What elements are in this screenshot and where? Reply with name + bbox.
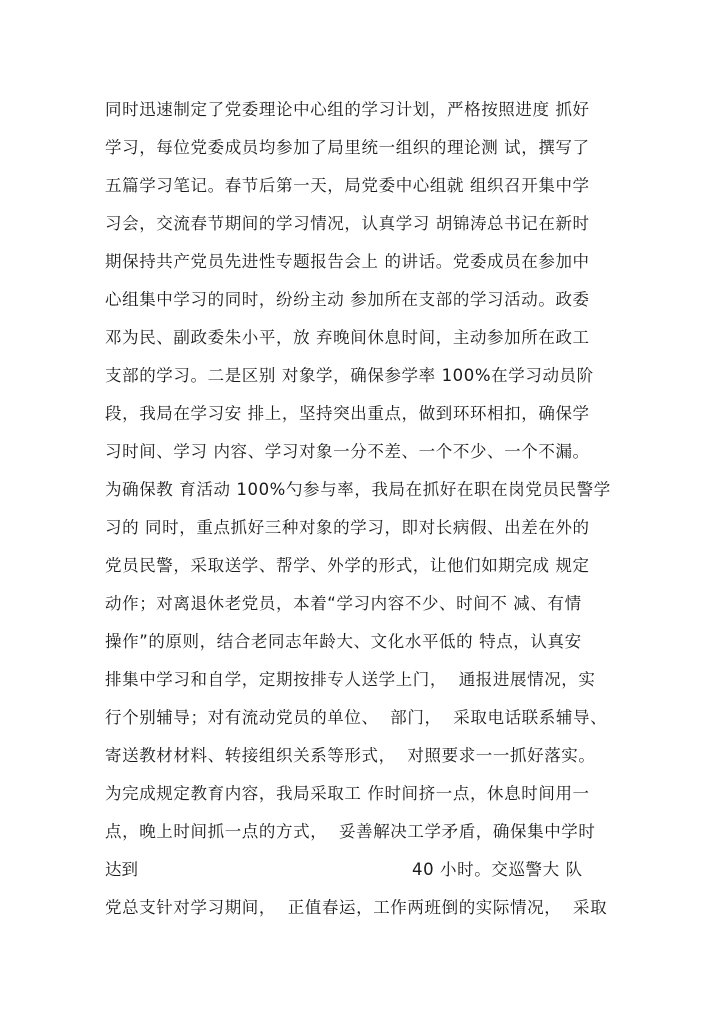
text-line: 学习，每位党委成员均参加了局里统一组织的理论测 试，撰写了 [105, 138, 590, 157]
text-line: 党员民警，采取送学、帮学、外学的形式，让他们如期完成 规定 [105, 556, 590, 575]
text-line: 支部的学习。二是区别 对象学，确保参学率 100%在学习动员阶 [105, 366, 594, 385]
text-line: 习会，交流春节期间的学习情况，认真学习 胡锦涛总书记在新时 [105, 214, 590, 233]
text-line: 习时间、学习 内容、学习对象一分不差、一个不少、一个不漏。 [105, 442, 590, 461]
text-line: 动作；对离退休老党员，本着“学习内容不少、时间不 减、有情 [105, 594, 582, 613]
text-line: 心组集中学习的同时，纷纷主动 参加所在支部的学习活动。政委 [105, 290, 590, 309]
text-line: 点，晚上时间抓一点的方式， 妥善解决工学矛盾，确保集中学时 [105, 822, 596, 841]
text-line: 行个别辅导；对有流动党员的单位、 部门， 采取电话联系辅导、 [105, 708, 608, 727]
text-line: 为完成规定教育内容，我局采取工 作时间挤一点，休息时间用一 [105, 784, 590, 803]
text-line: 邓为民、副政委朱小平，放 弃晚间休息时间，主动参加所在政工 [105, 328, 590, 347]
text-line: 五篇学习笔记。春节后第一天，局党委中心组就 组织召开集中学 [105, 176, 590, 195]
text-line: 为确保教 育活动 100%勺参与率，我局在抓好在职在岗党员民警学 [105, 480, 611, 499]
text-line-right: 40 小时。交巡警大 队 [412, 860, 583, 879]
text-line: 寄送教材材料、转接组织关系等形式， 对照要求一一抓好落实。 [105, 746, 596, 765]
text-line: 排集中学习和自学，定期按排专人送学上门， 通报进展情况，实 [105, 670, 596, 689]
text-line: 操作”的原则，结合老同志年龄大、文化水平低的 特点，认真安 [105, 632, 582, 651]
text-line: 党总支针对学习期间， 正值春运，工作两班倒的实际情况， 采取 [105, 898, 608, 917]
text-line: 习的 同时，重点抓好三种对象的学习，即对长病假、出差在外的 [105, 518, 590, 537]
text-line-left: 达到 [105, 860, 138, 879]
text-line: 期保持共产党员先进性专题报告会上 的讲话。党委成员在参加中 [105, 252, 590, 271]
text-line: 同时迅速制定了党委理论中心组的学习计划，严格按照进度 抓好 [105, 100, 590, 119]
text-line: 段，我局在学习安 排上，坚持突出重点，做到环环相扣，确保学 [105, 404, 590, 423]
